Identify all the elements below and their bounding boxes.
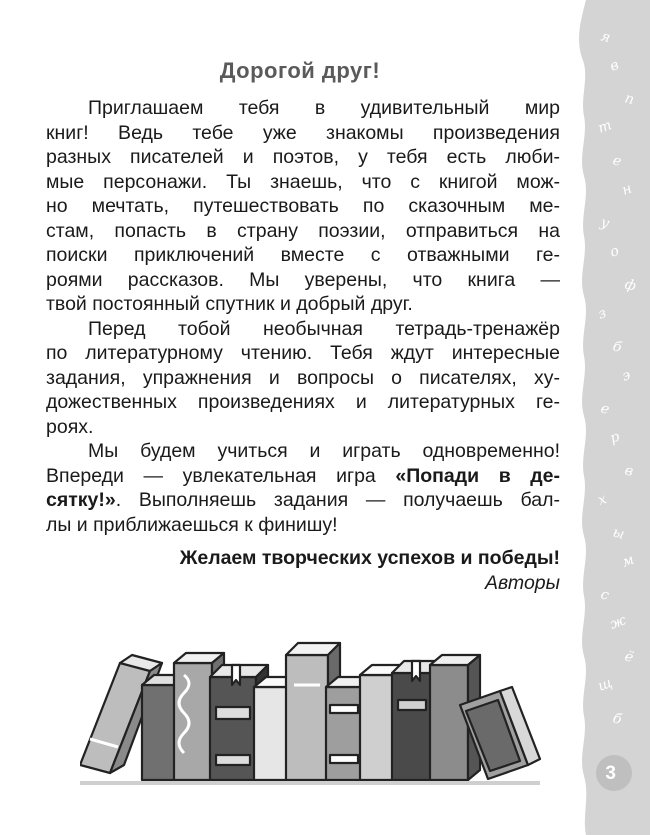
text-line: твой постоянный спутник и добрый друг. xyxy=(46,293,413,315)
side-letter: м xyxy=(619,551,637,571)
side-letter: э xyxy=(619,367,633,385)
paragraph-1 xyxy=(46,96,560,317)
side-letter: б xyxy=(610,710,624,729)
game-title-part-1: «Попади в де- xyxy=(395,464,560,487)
game-title-part-2: сятку!» xyxy=(46,489,116,511)
text-line: мые персонажи. Ты знаешь, что с книгой мож- xyxy=(46,170,560,193)
text-line xyxy=(46,488,560,513)
text-line: Перед тобой необычная тетрадь-тренажёр xyxy=(88,317,560,340)
side-letter: е xyxy=(598,400,612,419)
side-letter: в xyxy=(607,56,622,75)
text-line: дожественных произведениях и литературных ге- xyxy=(46,391,560,413)
text-fragment: . Выполняешь задания — получаешь бал- xyxy=(115,489,560,511)
side-letter: н xyxy=(619,180,635,199)
text-fragment: Впереди — увлекательная игра xyxy=(46,464,396,487)
closing-wish: Желаем творческих успехов и победы! xyxy=(179,547,560,569)
text-line: Приглашаем тебя в удивительный мир xyxy=(88,97,560,119)
text-line: разных писателей и поэтов, у тебя есть люби- xyxy=(46,146,560,168)
paragraph-3 xyxy=(46,439,560,537)
side-letter: п xyxy=(622,90,636,109)
text-line: по литературному чтению. Тебя ждут интересные xyxy=(46,342,560,364)
side-letter: ы xyxy=(610,524,627,543)
page-number: 3 xyxy=(605,763,616,784)
text-line: роях. xyxy=(46,415,94,438)
paragraph-2 xyxy=(46,317,560,440)
decorative-side-strip xyxy=(574,0,650,835)
side-letter: я xyxy=(598,28,613,47)
side-letter: о xyxy=(607,242,622,261)
text-line: книг! Ведь тебе уже знакомы произведения xyxy=(46,121,560,144)
side-letter: х xyxy=(595,491,609,509)
side-letter: т xyxy=(595,117,614,137)
text-line: задания, упражнения и вопросы о писателях, ху- xyxy=(46,366,560,389)
page-title: Дорогой друг! xyxy=(219,58,381,83)
text-line: поиски приключений вместе с отважными ге- xyxy=(46,244,560,266)
text-line: роями рассказов. Мы уверены, что книга — xyxy=(46,268,560,291)
closing-block xyxy=(46,546,560,595)
side-letter: з xyxy=(595,305,609,323)
side-letter: б xyxy=(610,338,624,357)
side-letter: у xyxy=(598,214,611,232)
text-line: стам, попасть в страну поэзии, отправиться на xyxy=(46,219,560,242)
side-letter: е xyxy=(610,152,624,171)
text-line: Мы будем учиться и играть одновременно! xyxy=(88,440,560,462)
authors-signature: Авторы xyxy=(484,571,560,594)
text-line: но мечтать, путешествовать по сказочным ме- xyxy=(46,195,560,217)
side-letter: ж xyxy=(607,612,629,633)
side-letter: с xyxy=(598,586,611,604)
text-line xyxy=(46,464,560,489)
side-letter: р xyxy=(607,428,622,447)
books-illustration xyxy=(80,615,550,795)
side-letter: ф xyxy=(622,276,638,295)
side-letter: щ xyxy=(595,674,615,695)
side-letter: ё xyxy=(622,648,636,667)
side-letter: в xyxy=(622,462,635,480)
text-line: лы и приближаешься к финишу! xyxy=(46,513,338,536)
intro-text xyxy=(46,96,560,537)
